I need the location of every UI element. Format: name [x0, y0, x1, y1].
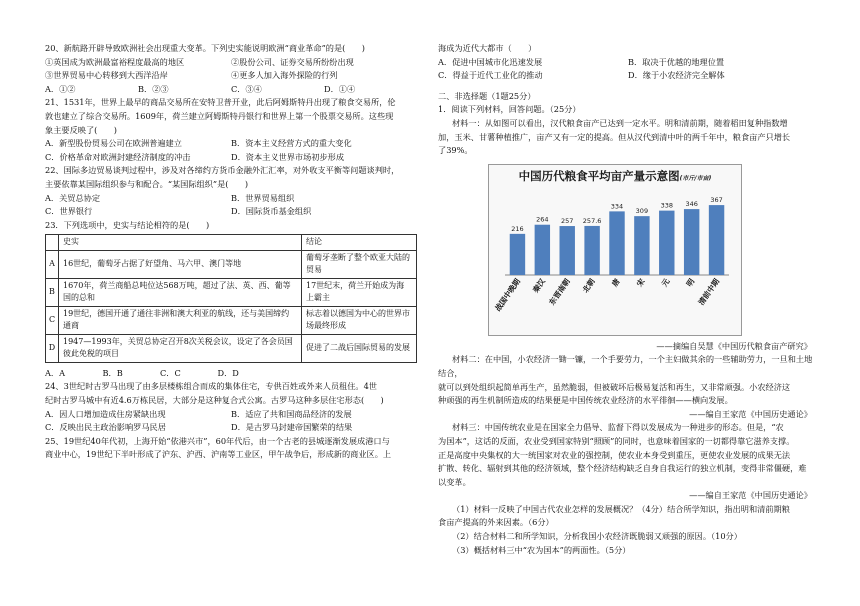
chart-value-label: 264 — [536, 215, 549, 224]
question-24 — [45, 380, 417, 434]
chart-category-label: 宋 — [634, 276, 647, 289]
q22-choices-row-1 — [45, 192, 417, 206]
q20-stem: 20、新航路开辟导致欧洲社会出现重大变革。下列史实能说明欧洲“商业革命”的是( ) — [45, 43, 365, 53]
table-row-conclusion: 促进了二战后国际贸易的发展 — [302, 334, 417, 362]
q22-stem-line: 22、国际多边贸易谈判过程中，涉及对各缔约方货币金融外汇汇率，对外收支平衡等问题谈判时， — [45, 165, 400, 176]
question-20 — [45, 42, 417, 96]
q21-stem-line: 象主要反映了( ) — [45, 124, 117, 135]
table-header-fact: 史实 — [59, 235, 302, 251]
chart-bar — [684, 209, 699, 275]
q21-choice-c[interactable]: C．价格革命对欧洲封建经济制度的冲击 — [45, 151, 191, 162]
table-row-key: C — [46, 306, 59, 334]
q21-choice-d[interactable]: D．资本主义世界市场初步形成 — [231, 151, 345, 162]
subquestion-line: 食亩产提高的外来因素。（6分） — [438, 517, 554, 528]
source2: ——编自王家范《中国历史通论》 — [689, 408, 812, 419]
table-row-fact: 19世纪，德国开通了通往非洲和澳大利亚的航线，还与美国缔约通商 — [59, 306, 302, 334]
q20-choice-a[interactable]: A．①② — [45, 83, 76, 94]
q24-choices-row-1 — [45, 408, 417, 422]
chart-bar — [609, 211, 624, 275]
table-row-key: B — [46, 278, 59, 306]
q20-choices — [45, 83, 417, 97]
material3-line: 扩散、转化、辐射到其他的经济领域，整个经济结构缺乏自身自我运行的独立机制，变得非常僵硬，难 — [438, 463, 807, 474]
chart-value-label: 309 — [635, 206, 649, 215]
subquestion-line: （2）结合材料二和所学知识，分析我国小农经济既脆弱又顽强的原因。（10分） — [452, 531, 742, 542]
material2-line: 就可以到处组织起简单再生产，虽然脆弱，但被破坏后极易复活和再生，又非常顽强。小农经济这 — [438, 381, 791, 392]
left-column — [45, 42, 417, 462]
q23-choices — [45, 367, 275, 381]
chart-bar — [560, 226, 575, 275]
q20-choice-c[interactable]: C．③④ — [231, 83, 262, 94]
chart-bar — [584, 226, 599, 275]
chart-category-label: 东晋南朝 — [547, 276, 572, 307]
q22-choice-a[interactable]: A．关贸总协定 — [45, 192, 101, 203]
question-1 — [438, 103, 818, 557]
chart-title — [489, 170, 741, 186]
chart-value-label: 338 — [660, 201, 673, 210]
table-header-row — [46, 235, 417, 251]
chart-category-label: 明 — [684, 276, 697, 289]
table-row-key: D — [46, 334, 59, 362]
table-row-conclusion: 葡萄牙垄断了整个欧亚大陆的贸易 — [302, 250, 417, 278]
q25-choice-d[interactable]: D．缘于小农经济完全解体 — [628, 70, 725, 81]
q24-choices-row-2 — [45, 421, 417, 435]
table-row-fact: 1670年，荷兰商船总吨位达568万吨，超过了法、英、西、葡等国的总和 — [59, 278, 302, 306]
material2-line: 种顽强的再生机制所造成的结果便是中国传统农业经济的水平徘徊——横向发展。 — [438, 395, 733, 406]
chart-value-label: 257.6 — [582, 216, 602, 225]
q22-choice-b[interactable]: B．世界贸易组织 — [231, 192, 295, 203]
q23-stem: 23．下列选项中，史实与结论相符的是( ) — [45, 219, 210, 230]
q20-item-1: ①英国成为欧洲最富裕程度最高的地区 — [45, 56, 185, 67]
q25-stem-line: 商业中心，19世纪下半叶形成了沪东、沪西、沪南等工业区，甲午战争后，形成新的商业区。上 — [45, 449, 392, 460]
material1-line: 加，玉米、甘薯种植推广，亩产又有一定的提高。但从汉代到清中叶的两千年中，粮食亩产只增长 — [438, 131, 791, 142]
chart-bar — [709, 205, 724, 275]
q21-stem-line: 21、1531年，世界上最早的商品交易所在安特卫普开业，此后阿姆斯特丹出现了粮食交易所，伦 — [45, 97, 396, 108]
table-row-fact: 1947—1993年，关贸总协定召开8次关税会议，设定了各会员国彼此免税的项目 — [59, 334, 302, 362]
q20-items-row-1 — [45, 56, 417, 70]
chart-svg — [489, 165, 741, 335]
chart-bar — [510, 234, 525, 275]
chart-bar — [634, 216, 649, 275]
source3: ——编自王家范《中国历史通论》 — [689, 490, 812, 501]
q25-choices-row-1 — [438, 56, 818, 70]
yield-chart — [488, 164, 742, 336]
table-header-conclusion: 结论 — [302, 235, 417, 251]
chart-category-label: 清前中期 — [696, 276, 722, 307]
table-row-conclusion: 标志着以德国为中心的世界市场最终形成 — [302, 306, 417, 334]
q23-choice-b[interactable]: B．B — [102, 367, 123, 378]
material3-line: 正是高度中央集权的大一统国家对农业的强控制，使农业本身受到重压，更使农业发展的成果无法 — [438, 449, 791, 460]
chart-category-label: 元 — [659, 276, 672, 289]
q23-table — [45, 234, 417, 363]
chart-category-label: 唐 — [609, 276, 622, 289]
q21-stem-line: 敦也建立了综合交易所。1609年，荷兰建立阿姆斯特丹银行和世界上第一个股票交易所。这些现 — [45, 110, 394, 121]
q22-choice-d[interactable]: D．国际货币基金组织 — [231, 206, 312, 217]
q24-choice-c[interactable]: C．反映出民主政治影响罗马民居 — [45, 422, 166, 433]
q20-items-row-2 — [45, 69, 417, 83]
chart-title-text: 中国历代粮食平均亩产量示意图 — [518, 168, 680, 183]
q22-choice-c[interactable]: C．世界银行 — [45, 206, 93, 217]
q21-choice-a[interactable]: A．新型股份贸易公司在欧洲普遍建立 — [45, 138, 182, 149]
q21-choices-row-1 — [45, 137, 417, 151]
table-header-blank — [46, 235, 59, 251]
chart-category-label: 秦汉 — [530, 276, 547, 295]
q24-choice-d[interactable]: D．是古罗马封建帝国繁荣的结果 — [231, 422, 353, 433]
q23-choice-c[interactable]: C．C — [160, 367, 181, 378]
question-21 — [45, 96, 417, 164]
table-row-conclusion: 17世纪末，荷兰开始成为海上霸主 — [302, 278, 417, 306]
q25-choice-a[interactable]: A．促进中国城市化迅速发展 — [438, 56, 543, 67]
q24-stem-line: 纪时古罗马城中有近4.6万栋民居，大部分是这种复合式公寓。古罗马这种多层住宅形态( ) — [45, 395, 384, 405]
chart-unit: (市斤/市亩) — [679, 174, 712, 182]
question-25-continued — [438, 42, 818, 83]
chart-category-label: 北朝 — [580, 276, 597, 295]
material3-line: 为国本”，这话的反面，农业受到国家特别“照顾”的同时，也意味着国家的一切都得靠它滋养支撑。 — [438, 435, 795, 446]
q20-item-4: ④更多人加入海外探险的行列 — [231, 70, 338, 81]
material2-line: 材料二：在中国，小农经济一锄一镰，一个手要劳力，一个主妇做其余的一些辅助劳力，一旦和土地结合， — [438, 354, 813, 378]
q20-choice-b[interactable]: B．②③ — [138, 83, 169, 94]
q23-choice-a[interactable]: A．A — [45, 367, 66, 378]
chart-value-label: 216 — [511, 224, 524, 233]
question-22 — [45, 164, 417, 218]
q22-choices-row-2 — [45, 205, 417, 219]
q24-stem-line: 24、3世纪时古罗马出现了由多层楼栋组合而成的集体住宅，专供百姓或外来人员租住。4世 — [45, 381, 377, 392]
table-row-fact: 16世纪，葡萄牙占据了好望角、马六甲、澳门等地 — [59, 250, 302, 278]
chart-value-label: 257 — [561, 216, 574, 225]
material3-line: 以变革。 — [438, 476, 471, 487]
q25-stem-line: 25、19世纪40年代初，上海开始“依港兴市”，60年代后，由一个古老的县城逐渐发展成港口与 — [45, 435, 390, 446]
subquestion-line: （1）材料一反映了中国古代农业怎样的发展概况？（4分）结合所学知识，指出明和清前期粮 — [452, 503, 790, 514]
section-title: 二、非选择题（1题25分） — [438, 90, 536, 101]
table-row-key: A — [46, 250, 59, 278]
material1-line: 材料一：从如图可以看出，汉代粮食亩产已达到一定水平。明和清前期，随着稻田复种指数增 — [452, 117, 788, 128]
q25-choice-b[interactable]: B．取决于优越的地理位置 — [628, 56, 725, 67]
q20-item-2: ②股份公司、证券交易所纷纷出现 — [231, 56, 354, 67]
question-23 — [45, 219, 417, 381]
question-25 — [45, 435, 417, 462]
right-column — [438, 42, 818, 557]
q25-choices-row-2 — [438, 69, 818, 83]
chart-bar — [659, 210, 674, 274]
source1: ——摘编自吴慧《中国历代粮食亩产研究》 — [656, 340, 812, 351]
q25-choice-c[interactable]: C．得益于近代工业化的推动 — [438, 70, 543, 81]
table-row — [46, 334, 417, 362]
q23-choice-d[interactable]: D．D — [217, 367, 239, 378]
table-row — [46, 306, 417, 334]
q24-choice-a[interactable]: A．因人口增加造成住房紧缺出现 — [45, 408, 166, 419]
q21-choice-b[interactable]: B．资本主义经营方式的重大变化 — [231, 138, 352, 149]
q22-stem-line: 主要依靠某国际组织参与和配合。“某国际组织”是( ) — [45, 178, 249, 189]
table-row — [46, 278, 417, 306]
q25-stem-cont: 海成为近代大都市（ ） — [438, 43, 537, 53]
q21-choices-row-2 — [45, 151, 417, 165]
chart-value-label: 334 — [610, 202, 624, 211]
chart-value-label: 367 — [710, 195, 723, 204]
q20-choice-d[interactable]: D．①④ — [324, 83, 356, 94]
chart-value-label: 346 — [685, 199, 698, 208]
q1-stem: 1．阅读下列材料，回答问题。（25分） — [438, 104, 581, 115]
subquestion-line: （3）概括材料三中“农为国本”的两面性。（5分） — [452, 544, 631, 555]
chart-category-label: 战国中晚期 — [493, 276, 523, 313]
q20-item-3: ③世界贸易中心转移到大西洋沿岸 — [45, 70, 168, 81]
table-row — [46, 250, 417, 278]
chart-bar — [535, 224, 550, 274]
material3-line: 材料三：中国传统农业是在国家全力倡导、监督下得以发展成为一种进步的形态。但是，“农 — [452, 422, 784, 433]
q24-choice-b[interactable]: B．适应了共和国商品经济的发展 — [231, 408, 352, 419]
material1-line: 了39%。 — [438, 145, 473, 156]
